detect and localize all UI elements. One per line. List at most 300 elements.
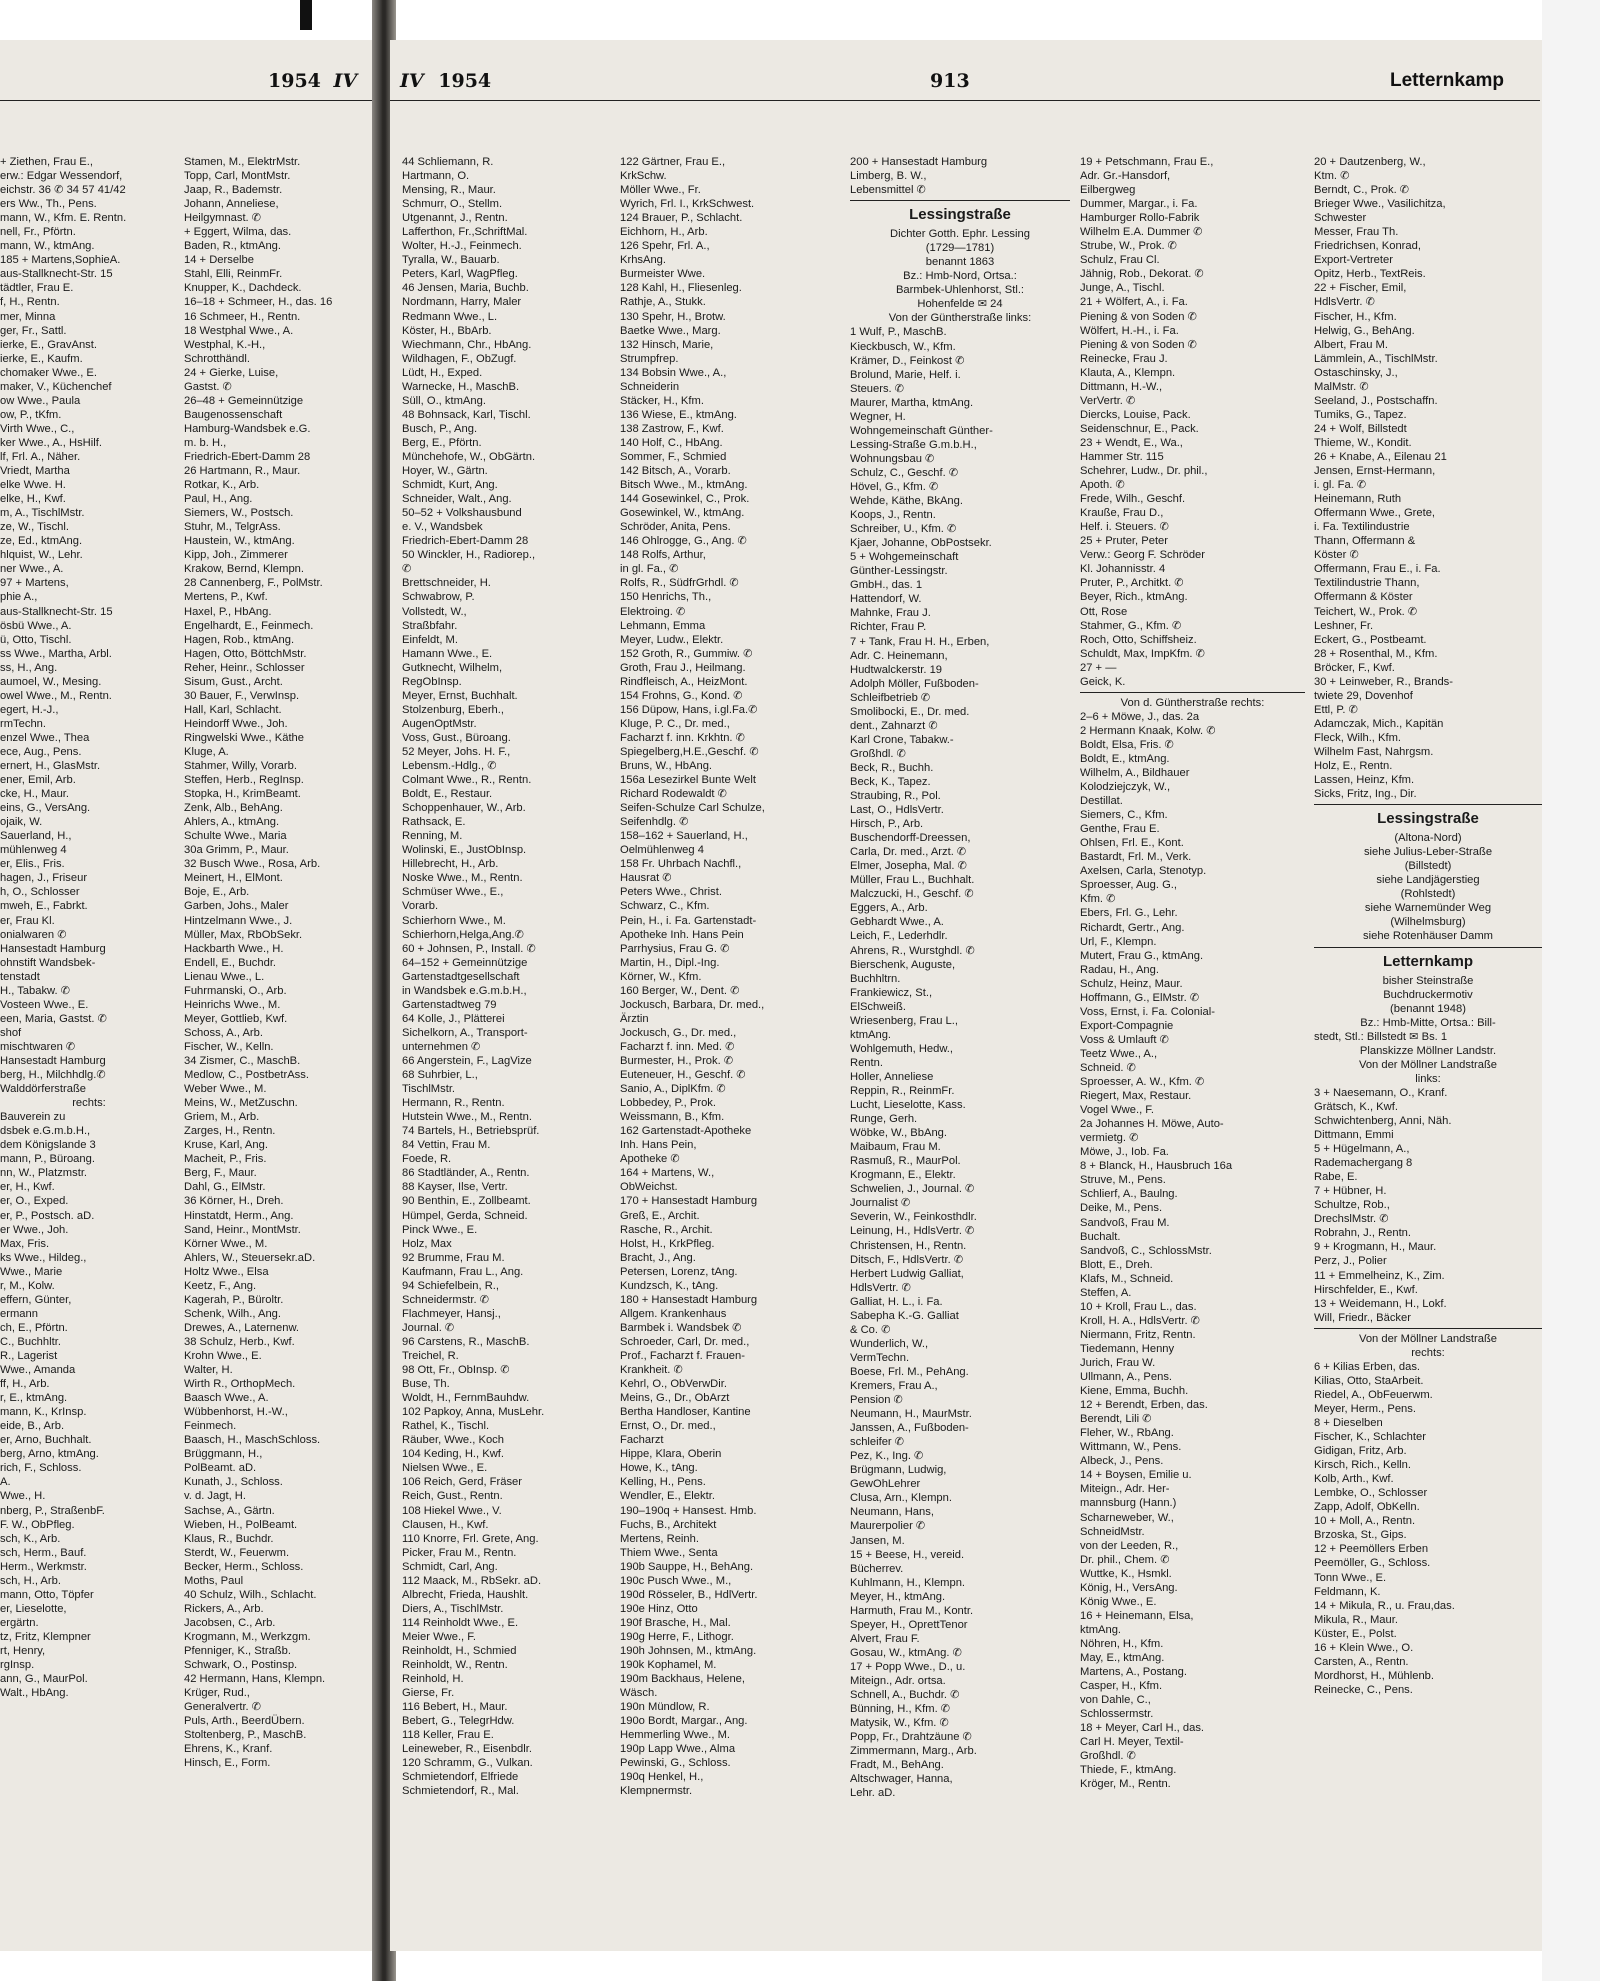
directory-entry: rechts: [72,1097,106,1110]
directory-entry: Meyer, Ludw., Elektr. [620,633,724,646]
directory-entry: Picker, Frau M., Rentn. [402,1546,517,1559]
directory-entry: 104 Keding, H., Kwf. [402,1448,504,1461]
directory-entry: Küster, E., Polst. [1314,1627,1397,1640]
directory-entry: Reinholdt, H., Schmied [402,1644,517,1657]
directory-entry: Tonn Wwe., E. [1314,1571,1387,1584]
directory-entry: 64–152 + Gemeinnützige [402,956,528,969]
directory-entry: 152 Groth, R., Gummiw. ✆ [620,647,753,660]
directory-entry: Pewinski, G., Schloss. [620,1757,731,1770]
directory-entry: Lebensmittel ✆ [850,184,926,197]
directory-entry: Krogmann, M., Werkzgm. [184,1630,311,1643]
directory-entry: nell, Fr., Pförtn. [0,226,76,239]
directory-entry: Wegner, H. [850,410,906,423]
directory-entry: 154 Frohns, G., Kond. ✆ [620,689,743,702]
left-year: 1954 [268,70,321,92]
directory-entry: Herbert Ludwig Galliat, [850,1267,964,1280]
directory-entry: m. b. H., [184,436,227,449]
directory-entry: Zapp, Adolf, ObKelln. [1314,1501,1420,1514]
directory-entry: Fleher, W., RbAng. [1080,1427,1174,1440]
directory-entry: 190e Hinz, Otto [620,1602,698,1615]
directory-entry: in gl. Fa., ✆ [620,563,679,576]
directory-entry: Pruter, P., Architkt. ✆ [1080,577,1184,590]
directory-entry: Kipp, Joh., Zimmerer [184,549,288,562]
directory-entry: Schulz, Frau Cl. [1080,254,1160,267]
directory-entry: Fischer, H., Kfm. [1314,310,1397,323]
directory-entry: Tumiks, G., Tapez. [1314,408,1407,421]
directory-entry: Verw.: Georg F. Schröder [1080,549,1205,562]
directory-entry: (Wilhelmsburg) [1390,916,1466,929]
directory-entry: rechts: [1411,1346,1445,1359]
directory-entry: Wübbenhorst, H.-W., [184,1406,288,1419]
directory-entry: een, Maria, Gastst. ✆ [0,1012,107,1025]
directory-entry: 94 Schiefelbein, R., [402,1279,500,1292]
directory-entry: ow Wwe., Paula [0,394,81,407]
directory-entry: Euteneuer, H., Geschf. ✆ [620,1069,746,1082]
directory-entry: Schmietendorf, R., Mal. [402,1785,519,1798]
directory-entry: 1 Wulf, P., MaschB. [850,326,947,339]
directory-entry: Export-Vertreter [1314,254,1393,267]
directory-entry: Maurerpolier ✆ [850,1520,926,1533]
directory-entry: Topp, Carl, MontMstr. [184,170,291,183]
directory-entry: 30a Grimm, P., Maur. [184,844,289,857]
directory-entry: Inh. Hans Pein, [620,1139,697,1152]
directory-entry: Apotheke Inh. Hans Pein [620,928,744,941]
directory-entry: 5 + Hügelmann, A., [1314,1143,1410,1156]
directory-entry: maker, V., Küchenchef [0,380,112,393]
directory-entry: 120 Schramm, G., Vulkan. [402,1757,533,1770]
directory-entry: Martens, A., Postang. [1080,1666,1187,1679]
directory-entry: 190c Pusch Wwe., M., [620,1574,732,1587]
directory-entry: Casper, H., Kfm. [1080,1680,1163,1693]
directory-entry: Feldmann, K. [1314,1585,1381,1598]
directory-entry: Rathsack, E. [402,816,466,829]
directory-entry: Mordhorst, H., Mühlenb. [1314,1669,1435,1682]
right-column-5 [1314,155,1542,1951]
directory-entry: Boje, E., Arb. [184,886,250,899]
directory-entry: Krauße, Frau D., [1080,507,1164,520]
directory-entry: Lassen, Heinz, Kfm. [1314,774,1415,787]
directory-entry: Gosewinkel, W., ktmAng. [620,507,745,520]
directory-entry: er, Arno, Buchhalt. [0,1434,92,1447]
directory-entry: Hagen, Otto, BöttchMstr. [184,647,307,660]
directory-entry: Petersen, Lorenz, tAng. [620,1265,738,1278]
directory-entry: Wohnungsbau ✆ [850,452,935,465]
directory-entry: ✆ [402,563,412,576]
directory-entry: Gartenstadtgesellschaft [402,970,520,983]
right-column-3 [850,155,1070,1951]
directory-entry: Reinholdt, W., Rentn. [402,1659,508,1672]
directory-entry: Kaufmann, Frau L., Ang. [402,1265,524,1278]
directory-entry: Wöbke, W., BbAng. [850,1127,947,1140]
directory-entry: Meins, W., MetZuschn. [184,1097,298,1110]
directory-entry: ze, W., Tischl. [0,521,70,534]
directory-entry: ktmAng. [1080,1623,1122,1636]
directory-entry: 90 Benthin, E., Zollbeamt. [402,1195,531,1208]
directory-entry: Voss & Umlauft ✆ [1080,1033,1169,1046]
directory-entry: ener, Emil, Arb. [0,774,76,787]
directory-entry: nn, W., Platzmstr. [0,1167,88,1180]
directory-entry: Stäcker, H., Kfm. [620,394,704,407]
directory-entry: (Rohlstedt) [1400,888,1456,901]
directory-entry: MalMstr. ✆ [1314,380,1369,393]
directory-entry: Schneid. ✆ [1080,1062,1137,1074]
directory-entry: AugenOptMstr. [402,717,477,730]
directory-entry: Destillat. [1080,795,1123,808]
directory-entry: schleifer ✆ [850,1436,905,1449]
directory-entry: Bücherrev. [850,1562,904,1575]
directory-entry: 190n Mündlow, R. [620,1701,710,1714]
directory-entry: Brügmann, Ludwig, [850,1464,947,1477]
directory-entry: Leshner, Fr. [1314,619,1374,632]
street-heading: Letternkamp [1382,952,1474,970]
directory-entry: 16 Schmeer, H., Rentn. [184,310,301,323]
directory-entry: Walt., HbAng. [0,1687,69,1700]
directory-entry: elke Wwe. H. [0,479,66,492]
directory-entry: Westphal, K.-H., [184,338,266,351]
directory-entry: Wwe., Marie [0,1265,63,1278]
directory-entry: Hausrat ✆ [620,872,672,885]
directory-entry: elke, H., Kwf. [0,493,66,506]
directory-entry: Klafs, M., Schneid. [1080,1272,1174,1285]
directory-entry: effern, Günter, [0,1293,72,1306]
directory-entry: Malczucki, H., Geschf. ✆ [850,888,974,901]
directory-entry: rgInsp. [0,1659,35,1672]
directory-entry: von Dahle, C., [1080,1694,1151,1707]
directory-entry: Bröcker, F., Kwf. [1314,661,1395,674]
directory-entry: Hövel, G., Kfm. ✆ [850,480,939,493]
directory-entry: Generalvertr. ✆ [184,1701,262,1714]
directory-entry: 190h Johnsen, M., ktmAng. [620,1644,757,1657]
directory-entry: Gierse, Fr. [402,1687,455,1700]
directory-entry: Apoth. ✆ [1080,479,1125,492]
directory-entry: Meyer, Gottlieb, Kwf. [184,1012,288,1025]
directory-entry: Axelsen, Carla, Stenotyp. [1080,865,1207,878]
directory-entry: dem Königslande 3 [0,1139,96,1152]
right-page [390,40,1552,1951]
directory-entry: Schrotthändl. [184,352,250,365]
directory-entry: Colmant Wwe., R., Rentn. [402,774,532,787]
directory-entry: mannsburg (Hann.) [1080,1497,1177,1510]
directory-entry: Möller Wwe., Fr. [620,184,701,197]
directory-entry: Elektroing. ✆ [620,605,686,618]
directory-entry: Woldt, H., FernmBauhdw. [402,1392,530,1405]
directory-entry: Nöhren, H., Kfm. [1080,1637,1164,1650]
directory-entry: Hirsch, P., Arb. [850,818,924,831]
directory-entry: Robrahn, J., Rentn. [1314,1227,1412,1240]
directory-entry: Baugenossenschaft [184,408,283,421]
directory-entry: ergärtn. [0,1616,39,1629]
directory-entry: Bruns, W., HbAng. [620,760,713,773]
directory-entry: 132 Hinsch, Marie, [620,338,714,351]
directory-entry: Schmidt, Carl, Ang. [402,1560,498,1573]
directory-entry: Weber Wwe., M. [184,1083,267,1096]
directory-entry: Scharneweber, W., [1080,1511,1174,1524]
directory-entry: Last, O., HdlsVertr. [850,804,944,817]
directory-entry: 28 Cannenberg, F., PolMstr. [184,577,323,590]
directory-entry: Jurich, Frau W. [1080,1356,1156,1369]
directory-entry: Stoltenberg, P., MaschB. [184,1729,307,1742]
directory-entry: ObWeichst. [620,1181,678,1194]
directory-entry: Berendt, Lili ✆ [1080,1413,1152,1426]
directory-entry: aus-Stallknecht-Str. 15 [0,268,113,281]
directory-entry: Krogmann, E., Elektr. [850,1169,956,1182]
directory-entry: Nordmann, Harry, Maler [402,296,522,309]
directory-entry: Feinmech. [184,1420,237,1433]
directory-entry: Jaap, R., Bademstr. [184,184,283,197]
directory-entry: Wäsch. [620,1687,658,1700]
directory-entry: RegObInsp. [402,675,462,688]
directory-entry: Boldt, Elsa, Fris. ✆ [1080,738,1174,751]
directory-entry: Hintzelmann Wwe., J. [184,914,293,927]
directory-entry: GewOhLehrer [850,1478,921,1491]
directory-entry: Kolodziejczyk, W., [1080,781,1171,794]
directory-entry: 18 Westphal Wwe., A. [184,324,294,337]
directory-entry: Foede, R. [402,1153,452,1166]
directory-entry: rt, Henry, [0,1644,46,1657]
directory-entry: 126 Spehr, Frl. A., [620,240,710,253]
directory-entry: Schoppenhauer, W., Arb. [402,802,526,815]
directory-entry: Hoyer, W., Gärtn. [402,465,488,478]
directory-entry: 136 Wiese, E., ktmAng. [620,408,737,421]
directory-entry: Apotheke ✆ [620,1153,680,1166]
directory-entry: KrkSchw. [620,170,667,183]
directory-entry: Klempnermstr. [620,1785,693,1798]
directory-entry: mer, Minna [0,310,56,323]
directory-entry: Wilhelm E.A. Dummer ✆ [1080,226,1203,239]
directory-entry: Schroeder, Carl, Dr. med., [620,1335,750,1348]
directory-entry: Koops, J., Rentn. [850,509,936,522]
directory-entry: Carl H. Meyer, Textil- [1080,1736,1184,1749]
directory-entry: Klauta, A., Klempn. [1080,366,1176,379]
directory-entry: Zenk, Alb., BehAng. [184,802,283,815]
directory-entry: Pension ✆ [850,1394,903,1407]
directory-entry: Hattendorf, W. [850,593,922,606]
directory-entry: Siemers, W., Postsch. [184,507,294,520]
directory-entry: Oelmühlenweg 4 [620,844,704,857]
directory-entry: Fuhrmanski, O., Arb. [184,984,287,997]
directory-entry: ger, Fr., Sattl. [0,324,67,337]
directory-entry: Miteign., Adr. ortsa. [850,1674,946,1687]
left-header-rule [0,100,372,101]
directory-entry: 92 Brumme, Frau M. [402,1251,505,1264]
directory-entry: Schwichtenberg, Anni, Näh. [1314,1115,1452,1127]
directory-entry: 110 Knorre, Frl. Grete, Ang. [402,1532,539,1545]
directory-entry: Schierhorn,Helga,Ang.✆ [402,928,524,941]
directory-entry: DrechslMstr. ✆ [1314,1213,1389,1226]
directory-entry: Opitz, Herb., TextReis. [1314,268,1426,281]
directory-entry: Reinhold, H. [402,1673,464,1686]
directory-entry: 88 Kayser, Ilse, Vertr. [402,1181,508,1194]
directory-entry: Lebensm.-Hdlg., ✆ [402,760,497,773]
directory-entry: Körner Wwe., M. [184,1237,268,1250]
directory-entry: Kagerah, P., Büroltr. [184,1293,284,1306]
directory-entry: 9 + Krogmann, H., Maur. [1314,1241,1437,1254]
directory-entry: Friedrich-Ebert-Damm 28 [402,535,529,548]
directory-entry: Eggers, A., Arb. [850,902,928,915]
directory-entry: 84 Vettin, Frau M. [402,1139,491,1152]
directory-entry: Von d. Güntherstraße rechts: [1120,696,1265,709]
directory-entry: Mertens, Reinh. [620,1532,699,1545]
right-header-rule [390,100,1540,101]
directory-entry: Eichhorn, H., Arb. [620,226,708,239]
directory-entry: er, Elis., Fris. [0,858,65,871]
directory-entry: Holtz Wwe., Elsa [184,1265,269,1278]
directory-entry: Max, Fris. [0,1237,50,1250]
directory-entry: 7 + Tank, Frau H. H., Erben, [850,635,990,648]
directory-entry: erw.: Edgar Wessendorf, [0,170,123,183]
directory-entry: Hansestadt Hamburg [0,942,106,955]
left-column-a [0,155,178,1951]
directory-entry: Jockusch, G., Dr. med., [620,1026,737,1039]
directory-entry: benannt 1863 [925,256,995,269]
directory-entry: (Billstedt) [1404,860,1452,873]
directory-entry: Hinstatdt, Herm., Ang. [184,1209,294,1222]
directory-entry: 14 + Boysen, Emilie u. [1080,1469,1192,1482]
directory-entry: Mikula, R., Maur. [1314,1613,1398,1626]
directory-entry: 22 + Fischer, Emil, [1314,282,1407,295]
directory-entry: Rentn. [850,1056,883,1069]
directory-entry: ner Wwe., A. [0,563,64,576]
directory-entry: ierke, E., Kaufm. [0,352,83,365]
directory-entry: Reppin, R., ReinmFr. [850,1085,955,1097]
directory-entry: siehe Julius-Leber-Straße [1363,846,1493,859]
directory-entry: Meyer, Herm., Pens. [1314,1402,1416,1415]
directory-entry: Reher, Heinr., Schlosser [184,661,305,674]
directory-entry: Macheit, P., Fris. [184,1153,267,1166]
directory-entry: Kilias, Otto, StaArbeit. [1314,1374,1424,1387]
directory-entry: i. gl. Fa. ✆ [1314,479,1367,492]
directory-entry: 24 + Wolf, Billstedt [1314,422,1407,435]
directory-entry: Treichel, R. [402,1349,459,1362]
directory-entry: Medlow, C., PostbetrAss. [184,1069,309,1082]
directory-entry: Hamburg-Wandsbek e.G. [184,422,311,435]
directory-entry: Hemmerling Wwe., M. [620,1729,731,1742]
directory-entry: Hamann Wwe., E. [402,647,493,660]
directory-entry: Peters, Karl, WagPfleg. [402,268,518,281]
directory-entry: berg, H., Milchhdlg.✆ [0,1069,106,1082]
directory-entry: Haxel, P., HbAng. [184,605,272,618]
directory-entry: Heindorff Wwe., Joh. [184,717,288,730]
directory-entry: 112 Maack, M., RbSekr. aD. [402,1574,542,1587]
directory-entry: Sandvoß, C., SchlossMstr. [1080,1244,1212,1257]
directory-entry: Jähnig, Rob., Dekorat. ✆ [1080,268,1204,281]
directory-entry: Buchalt. [1080,1230,1121,1243]
directory-entry: Wirth R., OrthopMech. [184,1378,296,1391]
directory-entry: Strube, W., Prok. ✆ [1080,240,1178,253]
directory-entry: Rademachergang 8 [1314,1157,1413,1170]
directory-entry: mischtwaren ✆ [0,1040,76,1053]
directory-entry: Facharzt f. inn. Med. ✆ [620,1040,735,1053]
directory-entry: Gutknecht, Wilhelm, [402,661,503,674]
directory-entry: Pein, H., i. Fa. Gartenstadt- [620,914,757,927]
directory-entry: er, Frau Kl. [0,914,55,927]
directory-entry: GmbH., das. 1 [850,579,923,592]
directory-entry: 20 + Dautzenberg, W., [1314,156,1426,168]
directory-entry: Beck, R., Buchh. [850,761,934,774]
directory-entry: aus-Stallknecht-Str. 15 [0,605,113,618]
directory-entry: Baasch, H., MaschSchloss. [184,1434,321,1447]
directory-entry: Wittmann, W., Pens. [1080,1441,1182,1454]
directory-entry: 7 + Hübner, H. [1314,1185,1387,1198]
directory-entry: Meyer, H., ktmAng. [850,1590,946,1603]
directory-entry: Bünning, H., Kfm. ✆ [850,1703,951,1716]
directory-entry: Bracht, J., Ang. [620,1251,696,1264]
directory-entry: Alvert, Frau F. [850,1632,920,1645]
directory-entry: Stahmer, Willy, Vorarb. [184,760,297,773]
directory-entry: Schoss, A., Arb. [184,1026,263,1039]
directory-entry: Süll, O., ktmAng. [402,394,486,407]
directory-entry: Räuber, Wwe., Koch [402,1434,504,1447]
directory-entry: 180 + Hansestadt Hamburg [620,1293,758,1306]
directory-entry: Schwester [1314,212,1367,225]
directory-entry: Berndt, C., Prok. ✆ [1314,184,1410,197]
directory-entry: r, E., ktmAng. [0,1392,68,1405]
directory-entry: Mensing, R., Maur. [402,184,496,197]
directory-entry: 6 + Kilias Erben, das. [1314,1360,1421,1373]
directory-entry: Becker, Herm., Schloss. [184,1560,304,1573]
directory-entry: Lämmlein, A., TischlMstr. [1314,352,1438,365]
directory-entry: Schleifbetrieb ✆ [850,691,931,704]
directory-entry: Drewes, A., Laternenw. [184,1321,300,1334]
directory-entry: Wuttke, K., Hsmkl. [1080,1567,1172,1580]
directory-entry: enzel Wwe., Thea [0,731,90,744]
directory-entry: Stolzenburg, Eberh., [402,703,504,716]
directory-entry: Neumann, Hans, [850,1506,934,1519]
directory-entry: ElSchweiß. [850,1000,906,1013]
directory-entry: eins, G., VersAng. [0,802,91,815]
scan-margin [1542,0,1600,1981]
directory-entry: Knupper, K., Dachdeck. [184,282,302,295]
directory-entry: ker Wwe., A., HsHilf. [0,436,102,449]
directory-entry: Lüdt, H., Exped. [402,366,483,379]
directory-entry: KrhsAng. [620,254,667,267]
directory-entry: Flachmeyer, Hansj., [402,1307,501,1320]
directory-entry: von der Leeden, R., [1080,1539,1179,1552]
directory-entry: Riegert, Max, Restaur. [1080,1090,1192,1103]
directory-entry: Hümpel, Gerda, Schneid. [402,1209,528,1222]
directory-entry: lf, Frl. A., Näher. [0,450,81,463]
directory-entry: Popp, Fr., Drahtzäune ✆ [850,1731,972,1744]
directory-entry: Hackbarth Wwe., H. [184,942,284,955]
directory-entry: Leineweber, R., Eisenbdlr. [402,1743,532,1756]
directory-entry: 190p Lapp Wwe., Alma [620,1743,736,1756]
directory-entry: Rotkar, K., Arb. [184,479,260,492]
directory-entry: Richardt, Gertr., Ang. [1080,921,1185,934]
directory-entry: Dahl, G., ElMstr. [184,1181,266,1194]
directory-entry: 16–18 + Schmeer, H., das. 16 [184,296,333,309]
directory-entry: Schmietendorf, Elfriede [402,1771,519,1784]
directory-entry: 97 + Martens, [0,577,69,590]
directory-entry: 48 Bohnsack, Karl, Tischl. [402,408,531,421]
directory-entry: Körner, W., Kfm. [620,970,702,983]
directory-entry: Beyer, Rich., ktmAng. [1080,591,1188,604]
directory-entry: i. Fa. Textilindustrie [1314,521,1410,534]
directory-entry: Burmeister Wwe. [620,268,706,281]
page-number: 913 [930,70,970,92]
directory-entry: R., Lagerist [0,1349,58,1362]
directory-entry: Engelhardt, E., Feinmech. [184,619,314,632]
directory-entry: onialwaren ✆ [0,928,67,941]
directory-entry: Maibaum, Frau M. [850,1141,941,1154]
directory-entry: Speyer, H., OprettTenor [850,1618,968,1631]
directory-entry: ann, G., MaurPol. [0,1673,88,1686]
right-year: 1954 [438,70,492,92]
directory-entry: Seidenschnur, E., Pack. [1080,422,1199,435]
directory-entry: er, H., Kwf. [0,1181,55,1194]
directory-entry: Meinert, H., ElMont. [184,872,283,885]
directory-entry: Utgenannt, J., Rentn. [402,212,508,225]
directory-entry: sch, H., Arb. [0,1574,61,1587]
